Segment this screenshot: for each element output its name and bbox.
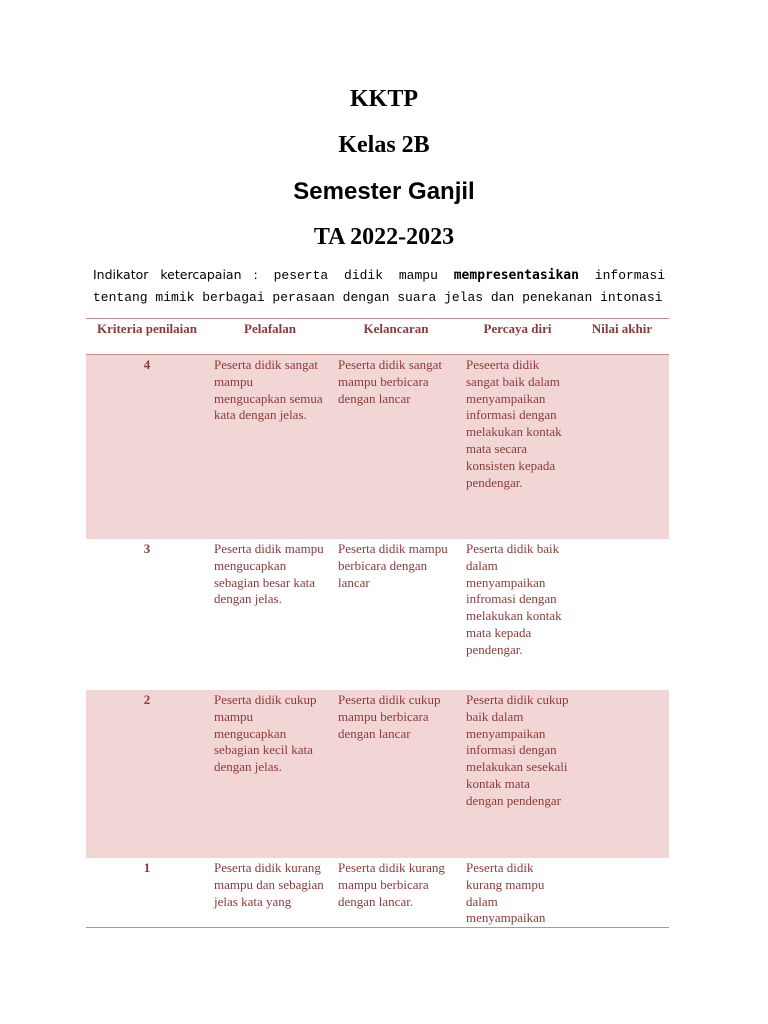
indicator-paragraph <box>93 264 665 309</box>
kelancaran-cell: Peserta didik cukup mampu berbicara dengan lancar <box>332 690 460 858</box>
indicator-keyword: mempresentasikan <box>453 268 579 283</box>
column-header-kriteria: Kriteria penilaian <box>86 319 208 355</box>
indicator-text-before: peserta didik mampu <box>257 268 454 283</box>
score-cell: 3 <box>143 541 151 556</box>
indicator-text-after: informasi tentang mimik berbagai perasaan dengan suara jelas dan penekanan intonasi <box>93 268 666 305</box>
kelancaran-cell: Peserta didik mampu berbicara dengan lancar <box>338 541 448 590</box>
percaya-diri-cell: Peserta didik baik dalam menyampaikan infromasi dengan melakukan kontak mata kepada pendengar. <box>466 541 562 657</box>
pelafalan-cell: Peserta didik sangat mampu mengucapkan semua kata dengan jelas. <box>208 355 332 540</box>
pelafalan-cell: Peserta didik cukup mampu mengucapkan sebagian kecil kata dengan jelas. <box>208 690 332 858</box>
nilai-akhir-cell <box>575 690 669 858</box>
column-header-kelancaran: Kelancaran <box>332 319 460 355</box>
table-row <box>86 858 669 928</box>
assessment-rubric-table <box>86 318 669 928</box>
table-row <box>86 690 669 858</box>
percaya-diri-cell: Peseerta didik sangat baik dalam menyampaikan informasi dengan melakukan kontak mata secara konsisten kepada pendengar. <box>460 355 575 540</box>
score-cell: 2 <box>86 690 208 858</box>
column-header-percaya-diri: Percaya diri <box>460 319 575 355</box>
pelafalan-cell: Peserta didik mampu mengucapkan sebagian besar kata dengan jelas. <box>214 541 324 607</box>
table-row <box>86 355 669 540</box>
nilai-akhir-cell <box>575 539 669 690</box>
class-title: Kelas 2B <box>338 132 430 158</box>
percaya-diri-cell: Peserta didik cukup baik dalam menyampaikan informasi dengan melakukan sesekali kontak mata dengan pendengar <box>460 690 575 858</box>
score-cell: 4 <box>86 355 208 540</box>
academic-year-title: TA 2022-2023 <box>313 224 455 250</box>
semester-title: Semester Ganjil <box>293 178 475 205</box>
kelancaran-cell: Peserta didik sangat mampu berbicara dengan lancar <box>332 355 460 540</box>
pelafalan-cell: Peserta didik kurang mampu dan sebagian jelas kata yang <box>208 858 332 928</box>
kelancaran-cell: Peserta didik kurang mampu berbicara dengan lancar. <box>332 858 460 928</box>
doc-title: KKTP <box>349 86 418 112</box>
indicator-label: Indikator ketercapaian : <box>93 267 258 282</box>
column-header-nilai-akhir: Nilai akhir <box>575 319 669 355</box>
nilai-akhir-cell <box>575 858 669 928</box>
percaya-diri-cell: Peserta didik kurang mampu dalam menyampaikan <box>460 858 575 928</box>
table-row <box>86 539 669 690</box>
table-header-row <box>86 319 669 355</box>
column-header-pelafalan: Pelafalan <box>208 319 332 355</box>
nilai-akhir-cell <box>575 355 669 540</box>
score-cell: 1 <box>86 858 208 928</box>
